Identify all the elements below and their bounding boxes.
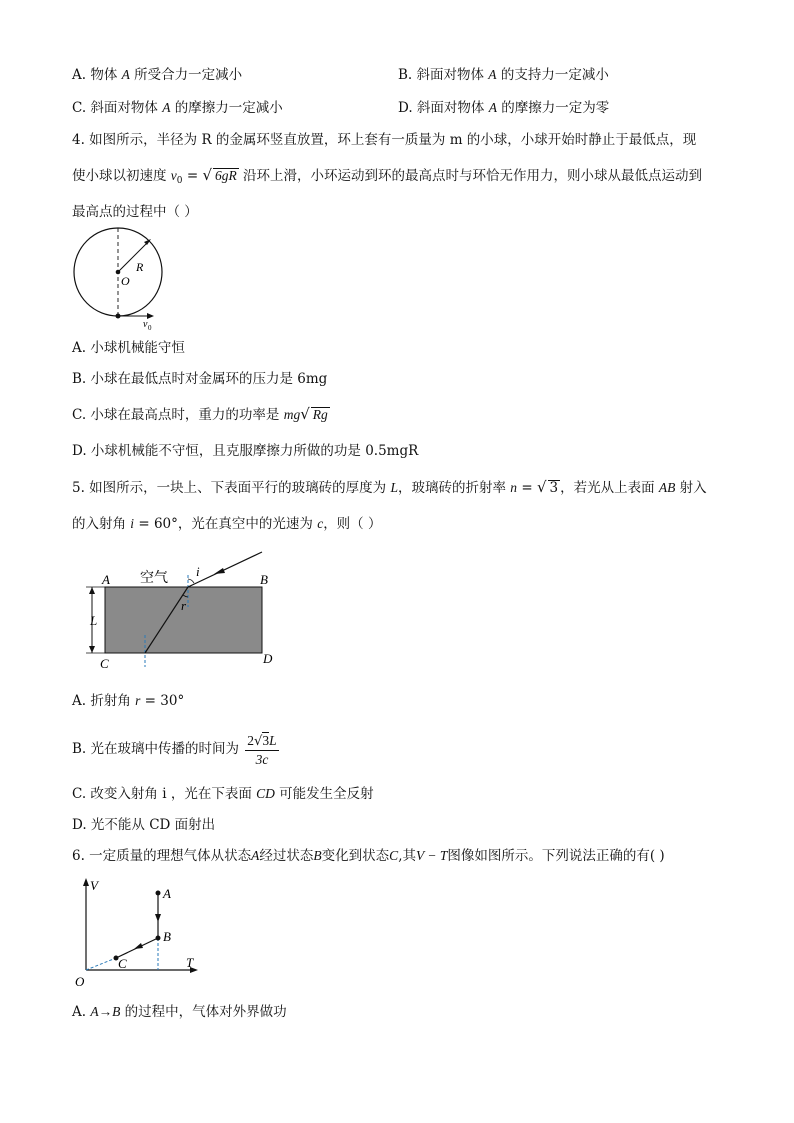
label-state-a: A <box>163 886 171 901</box>
dimension-arrow-bottom <box>89 646 95 653</box>
state-a-dot <box>156 891 161 896</box>
q5-glass-figure <box>80 545 280 670</box>
q5-option-c: C. 改变入射角 i ，光在下表面 CD 可能发生全反射 <box>72 786 374 802</box>
q5-stem-line1: 5. 如图所示，一块上、下表面平行的玻璃砖的厚度为 L，玻璃砖的折射率 n = √ 3 ，若光从上表面 AB 射入 <box>72 478 707 496</box>
label-T: T <box>186 955 194 970</box>
q4-stem-line1: 4. 如图所示，半径为 R 的金属环竖直放置，环上套有一质量为 m 的小球，小球开始时静止于最低点，现 <box>72 132 697 148</box>
q6-option-a: A. A→B 的过程中，气体对外界做功 <box>72 1004 287 1020</box>
dimension-arrow-top <box>89 587 95 594</box>
angle-i-arc <box>188 579 194 583</box>
q3-option-a: A. 物体 A 所受合力一定减小 <box>72 67 243 83</box>
time-fraction: $\frac{2√3L}{3c}$ <box>247 732 277 767</box>
radius-line <box>118 241 149 272</box>
center-dot <box>116 270 121 275</box>
label-A: A <box>102 572 110 587</box>
q5-option-b: B. 光在玻璃中传播的时间为 $\frac{2√3L}{3c}$ <box>72 732 277 767</box>
label-V: V <box>90 878 98 893</box>
label-i: i <box>196 564 200 579</box>
q4-option-c: C. 小球在最高点时，重力的功率是 mg√ Rg <box>72 405 328 423</box>
dashed-extension-origin <box>86 958 116 970</box>
label-O: O <box>75 974 85 989</box>
label-O: O <box>121 274 130 288</box>
label-L: L <box>90 613 98 628</box>
label-B: B <box>260 572 268 587</box>
label-v: v <box>143 319 148 330</box>
glass-slab <box>105 587 262 653</box>
label-state-c: C <box>118 956 127 971</box>
label-D: D <box>263 651 273 666</box>
q3-option-d: D. 斜面对物体 A 的摩擦力一定为零 <box>398 100 610 116</box>
q3-option-b: B. 斜面对物体 A 的支持力一定减小 <box>398 67 609 83</box>
arrow-b-to-c <box>134 943 143 949</box>
arrow-a-to-b <box>155 914 161 922</box>
q4-ring-figure <box>60 222 180 334</box>
q6-stem: 6. 一定质量的理想气体从状态A经过状态B变化到状态C,其V − T图像如图所示。下列说法正确的有( ) <box>72 848 665 864</box>
q4-stem-line2: 使小球以初速度 $v_0$ = √ 6gR 沿环上滑，小环运动到环的最高点时与环恰无作用力，则小球从最低点运动到 <box>72 166 703 186</box>
label-C: C <box>100 656 109 670</box>
velocity-arrowhead <box>147 313 154 319</box>
q6-vt-diagram <box>70 876 210 992</box>
state-b-dot <box>156 936 161 941</box>
v-axis-arrowhead <box>83 878 89 886</box>
label-air: 空气 <box>140 571 168 586</box>
q4-option-d: D. 小球机械能不守恒，且克服摩擦力所做的功是 0.5mgR <box>72 443 419 459</box>
q5-stem-line2: 的入射角 i = 60°，光在真空中的光速为 c，则（ ） <box>72 516 382 532</box>
label-state-b: B <box>163 929 171 944</box>
q4-stem-line3: 最高点的过程中（ ） <box>72 204 198 220</box>
label-v-sub: 0 <box>148 324 152 332</box>
label-r: r <box>181 598 187 613</box>
q3-option-c: C. 斜面对物体 A 的摩擦力一定减小 <box>72 100 283 116</box>
q5-option-a: A. 折射角 r = 30° <box>72 693 185 709</box>
label-R: R <box>136 260 144 274</box>
q4-option-a: A. 小球机械能守恒 <box>72 340 185 356</box>
incident-arrowhead <box>214 568 225 574</box>
q4-option-b: B. 小球在最低点时对金属环的压力是 6mg <box>72 371 328 387</box>
q5-option-d: D. 光不能从 CD 面射出 <box>72 817 216 833</box>
